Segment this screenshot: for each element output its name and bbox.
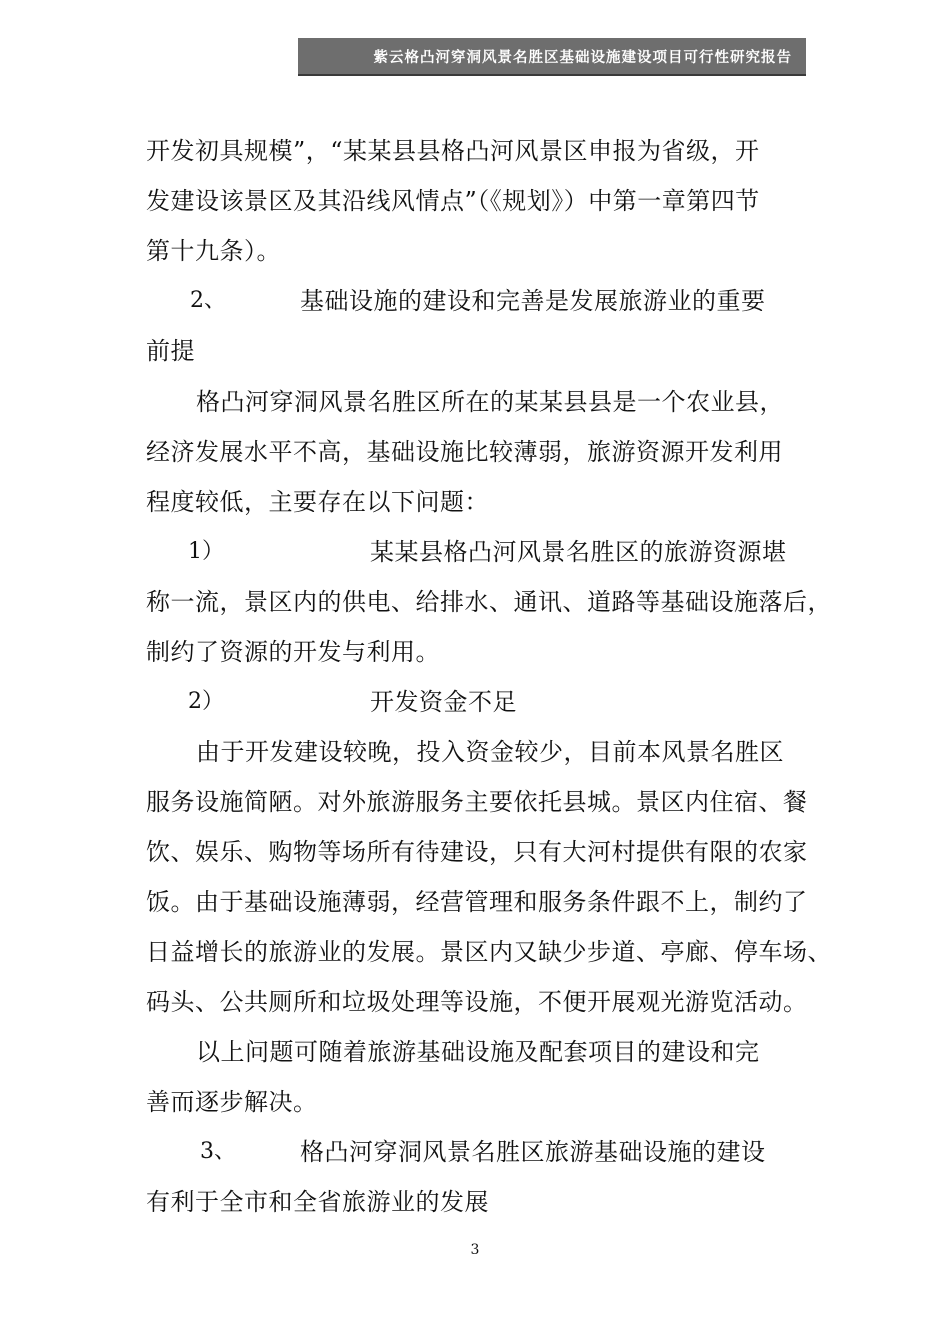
text-line: 善而逐步解决。	[146, 1088, 318, 1116]
text-line: 以上问题可随着旅游基础设施及配套项目的建设和完	[196, 1038, 760, 1066]
text-line: 由于开发建设较晚，投入资金较少，目前本风景名胜区	[196, 738, 784, 766]
text-line: 发建设该景区及其沿线风情点”（《规划》）中第一章第四节	[146, 187, 760, 215]
report-header-bar	[298, 38, 806, 76]
text-line: 饭。由于基础设施薄弱，经营管理和服务条件跟不上，制约了	[146, 888, 808, 916]
section-heading: 格凸河穿洞风景名胜区旅游基础设施的建设	[300, 1138, 766, 1166]
section-number: 2、	[190, 288, 226, 313]
report-title: 紫云格凸河穿洞风景名胜区基础设施建设项目可行性研究报告	[373, 49, 792, 66]
item-text: 开发资金不足	[370, 688, 517, 716]
section-heading-cont: 有利于全市和全省旅游业的发展	[146, 1188, 489, 1216]
item-text: 某某县格凸河风景名胜区的旅游资源堪	[370, 538, 787, 566]
text-line: 第十九条）。	[146, 237, 281, 265]
text-line: 制约了资源的开发与利用。	[146, 638, 440, 666]
text-line: 程度较低，主要存在以下问题：	[146, 488, 489, 516]
section-heading: 基础设施的建设和完善是发展旅游业的重要	[300, 287, 766, 315]
item-number: 1）	[188, 539, 224, 564]
text-line: 饮、娱乐、购物等场所有待建设，只有大河村提供有限的农家	[146, 838, 808, 866]
section-number: 3、	[200, 1139, 236, 1164]
item-number: 2）	[188, 689, 224, 714]
section-heading-cont: 前提	[146, 337, 195, 365]
text-line: 开发初具规模”，“某某县县格凸河风景区申报为省级，开	[146, 137, 760, 165]
text-line: 称一流，景区内的供电、给排水、通讯、道路等基础设施落后，	[146, 588, 832, 616]
page-number: 3	[470, 1242, 480, 1258]
text-line: 服务设施简陋。对外旅游服务主要依托县城。景区内住宿、餐	[146, 788, 808, 816]
text-line: 格凸河穿洞风景名胜区所在的某某县县是一个农业县，	[196, 388, 784, 416]
text-line: 码头、公共厕所和垃圾处理等设施，不便开展观光游览活动。	[146, 988, 808, 1016]
text-line: 日益增长的旅游业的发展。景区内又缺少步道、亭廊、停车场、	[146, 938, 832, 966]
text-line: 经济发展水平不高，基础设施比较薄弱，旅游资源开发利用	[146, 438, 783, 466]
